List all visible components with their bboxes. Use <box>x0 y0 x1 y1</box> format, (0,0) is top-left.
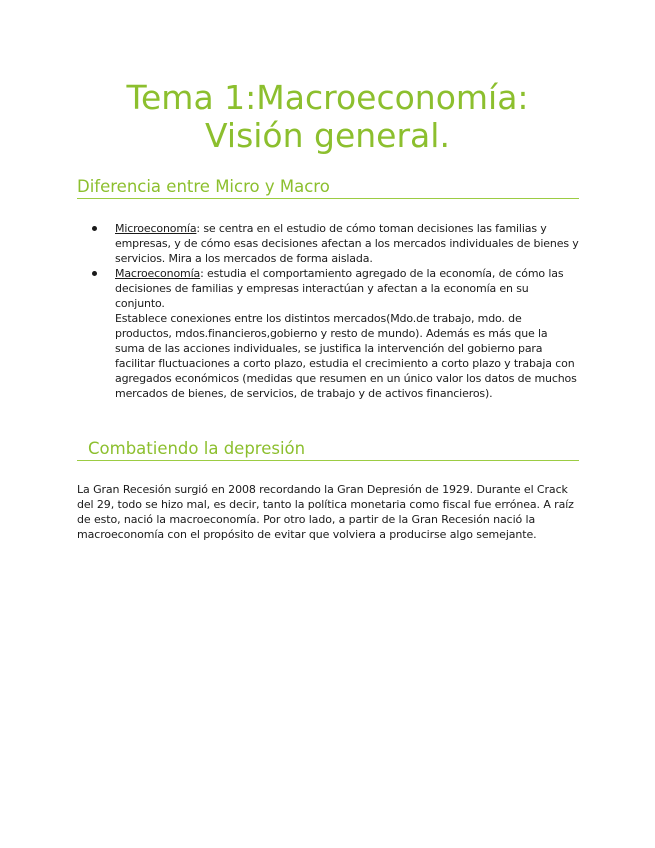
title-line-1: Tema 1:Macroeconomía: <box>126 78 529 117</box>
term-macroeconomia: Macroeconomía <box>115 267 201 280</box>
definition-macroeconomia-extra: Establece conexiones entre los distintos mercados(Mdo.de trabajo, mdo. de productos, mdos.financieros,gobierno y resto de mundo). Además es más que la suma de las acciones individuales, se justifica la intervención del gobierno para facilitar fluctuaciones a corto plazo, estudia el crecimiento a corto plazo y trabaja con agregados económicos (medidas que resumen en un único valor los datos de muchos mercados de bienes, de servicios, de trabajo y de activos financieros). <box>115 312 577 400</box>
list-item-microeconomia <box>115 221 579 266</box>
definition-macroeconomia: : estudia el comportamiento agregado de la economía, de cómo las decisiones de familias y empresas interactúan y afectan a la economía en su conjunto. <box>115 267 564 310</box>
bullet-icon <box>92 226 97 231</box>
term-microeconomia: Microeconomía <box>115 222 197 235</box>
section-heading-depresion: Combatiendo la depresión <box>77 439 579 461</box>
body-paragraph-depresion: La Gran Recesión surgió en 2008 recordando la Gran Depresión de 1929. Durante el Crack del 29, todo se hizo mal, es decir, tanto la política monetaria como fiscal fue errónea. A raíz de esto, nació la macroeconomía. Por otro lado, a partir de la Gran Recesión nació la macroeconomía con el propósito de evitar que volviera a producirse algo semejante. <box>77 483 574 541</box>
list-item-macroeconomia <box>115 266 579 401</box>
title-line-2: Visión general. <box>205 116 450 155</box>
bullet-icon <box>92 271 97 276</box>
section-heading-micro-macro: Diferencia entre Micro y Macro <box>77 177 579 199</box>
definition-microeconomia: : se centra en el estudio de cómo toman decisiones las familias y empresas, y de cómo esas decisiones afectan a los mercados individuales de bienes y servicios. Mira a los mercados de forma aislada. <box>115 222 579 265</box>
page-title <box>40 79 615 155</box>
definitions-list <box>115 221 579 401</box>
